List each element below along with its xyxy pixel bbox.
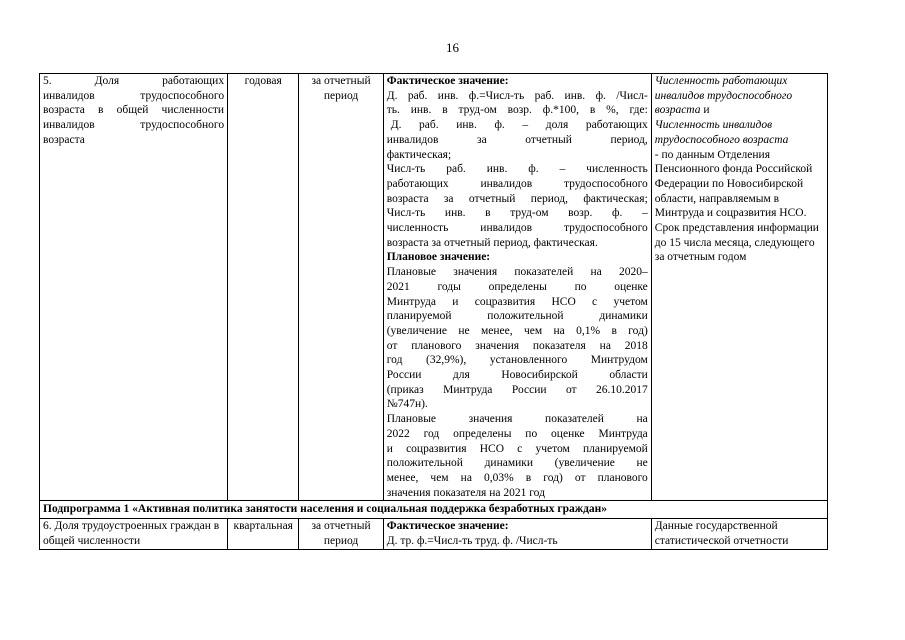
plan-line: год (32,9%), установленного Минтрудом [386,354,648,367]
indicator-name-cell: 6. Доля трудоустроенных граждан в общей численности [40,519,228,549]
source-italic-1: Численность работающих инвалидов трудоспособного возраста [654,75,793,117]
periodicity-cell: квартальная [228,519,299,549]
calculation-cell [383,519,651,549]
fact-line: Д. тр. ф.=Числ-ть труд. ф. /Числ-ть [386,534,558,547]
indicator-name-line: инвалидов трудоспособного [43,119,225,132]
plan-line: №747н). [386,398,428,411]
indicator-name-cell [40,74,228,501]
period-cell: за отчетный период [299,74,383,501]
indicator-name-line: возраста в общей численности [43,104,225,117]
plan-line: Плановые значения показателей на [386,413,648,426]
plan-line: 2022 год определены по оценке Минтруда [386,427,648,440]
table-row [40,519,828,549]
section-row [40,501,828,519]
plan-line: (увеличение не менее, чем на 0,1% в год) [386,324,648,337]
plan-line: России для Новосибирской области [386,369,648,382]
fact-heading: Фактическое значение: [386,520,509,533]
plan-line: 2021 годы определены по оценке [386,280,648,293]
fact-line: инвалидов за отчетный период, [386,133,648,146]
section-title: Подпрограмма 1 «Активная политика занятости населения и социальная поддержка безработных граждан» [40,501,828,519]
plan-line: менее, чем на 0,03% в год) от планового [386,471,648,484]
indicator-name-line: инвалидов трудоспособного [43,89,225,102]
plan-line: Плановые значения показателей на 2020– [386,266,648,279]
table-row [40,74,828,501]
fact-line: работающих инвалидов трудоспособного [386,177,648,190]
calculation-cell [383,74,651,501]
source-cell: Данные государственной статистической отчетности [651,519,827,549]
page-number: 16 [446,40,459,55]
indicator-name-line: 5. Доля работающих [43,75,225,87]
fact-line: фактическая; [386,148,452,161]
plan-line: положительной динамики (увеличение не [386,457,648,470]
indicators-table [39,73,828,550]
fact-heading: Фактическое значение: [386,75,509,87]
plan-line: и соцразвития НСО с учетом планируемой [386,442,648,455]
period-cell: за отчетный период [299,519,383,549]
fact-line: ть. инв. в труд-ом возр. ф.*100, в %, где: [386,104,648,117]
source-text: - по данным Отделения Пенсионного фонда Российской Федерации по Новосибирской области, направляемым в Минтруда и соцразвития НСО. Срок представления информации до 15 числа месяца, следующего за отчетным годом [654,148,819,264]
source-cell [651,74,827,501]
plan-line: планируемой положительной динамики [386,310,648,323]
fact-line: Числ-ть раб. инв. ф. – численность [386,163,648,176]
fact-line: возраста за отчетный период, фактическая. [386,236,598,249]
source-italic-2: Численность инвалидов трудоспособного возраста [654,119,789,146]
source-and: и [700,104,710,117]
periodicity-cell: годовая [228,74,299,501]
fact-line: Числ-ть инв. в труд-ом возр. ф. – [386,207,648,220]
plan-heading: Плановое значение: [386,251,491,264]
plan-line: от планового значения показателя на 2018 [386,339,648,352]
fact-line: Д. раб. инв. ф. – доля работающих [390,119,648,132]
plan-line: Минтруда и соцразвития НСО с учетом [386,295,648,308]
fact-line: возраста за отчетный период, фактическая; [386,192,648,205]
indicator-name-line: возраста [43,133,85,146]
fact-line: Д. раб. инв. ф.=Числ-ть раб. инв. ф. /Числ- [386,89,648,102]
fact-line: численность инвалидов трудоспособного [386,222,648,235]
plan-line: (приказ Минтруда России от 26.10.2017 [386,383,648,396]
plan-line: значения показателя на 2021 год [386,486,545,499]
